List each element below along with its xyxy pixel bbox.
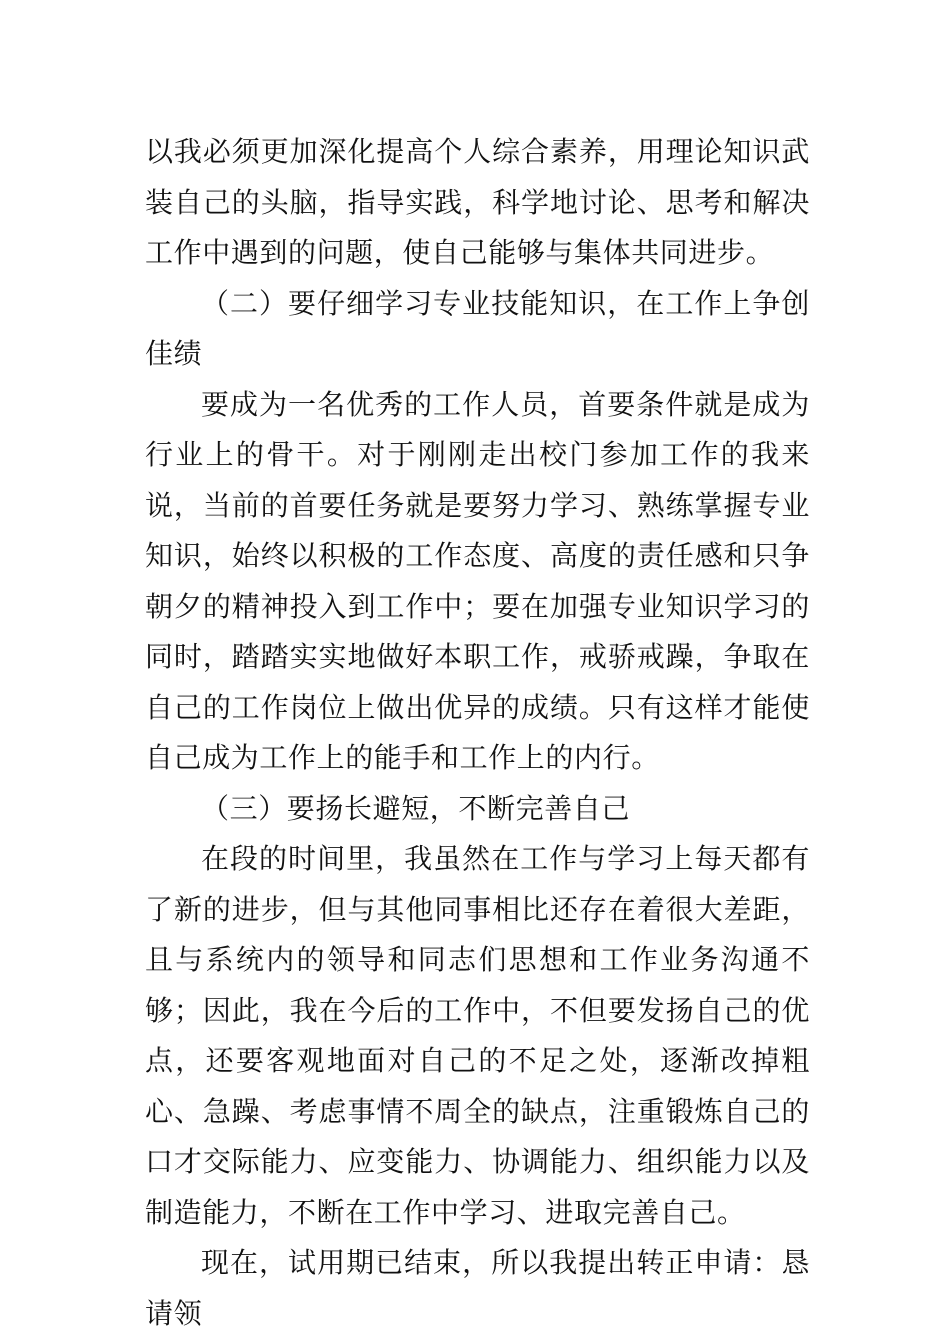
section-heading-2: （二）要仔细学习专业技能知识，在工作上争创佳绩 <box>145 286 810 370</box>
document-body <box>145 127 810 1339</box>
body-paragraph-continuation: 以我必须更加深化提高个人综合素养，用理论知识武装自己的头脑，指导实践，科学地讨论、思考和解决工作中遇到的问题，使自己能够与集体共同进步。 <box>145 135 810 269</box>
body-paragraph-application: 现在，试用期已结束，所以我提出转正申请：恳请领 <box>145 1246 810 1330</box>
body-paragraph-self-improvement: 在段的时间里，我虽然在工作与学习上每天都有了新的进步，但与其他同事相比还存在着很大差距，且与系统内的领导和同志们思想和工作业务沟通不够；因此，我在今后的工作中，不但要发扬自己的优点，还要客观地面对自己的不足之处，逐渐改掉粗心、急躁、考虑事情不周全的缺点，注重锻炼自己的口才交际能力、应变能力、协调能力、组织能力以及制造能力，不断在工作中学习、进取完善自己。 <box>145 842 810 1229</box>
body-paragraph-professional-skills: 要成为一名优秀的工作人员，首要条件就是成为行业上的骨干。对于刚刚走出校门参加工作的我来说，当前的首要任务就是要努力学习、熟练掌握专业知识，始终以积极的工作态度、高度的责任感和只争朝夕的精神投入到工作中；要在加强专业知识学习的同时，踏踏实实地做好本职工作，戒骄戒躁，争取在自己的工作岗位上做出优异的成绩。只有这样才能使自己成为工作上的能手和工作上的内行。 <box>145 387 810 774</box>
section-heading-3: （三）要扬长避短，不断完善自己 <box>201 791 631 825</box>
